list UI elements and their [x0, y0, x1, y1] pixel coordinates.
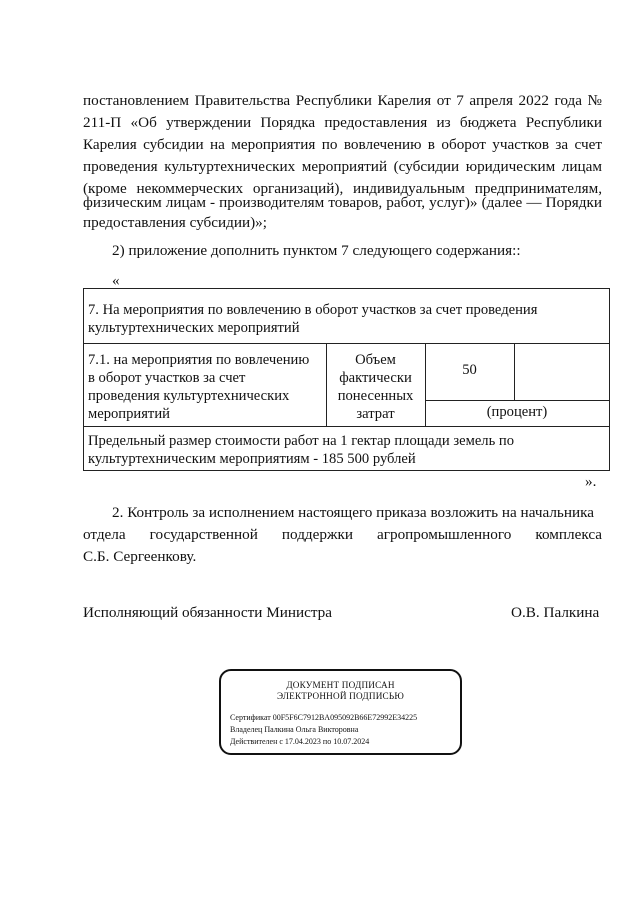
stamp-title-line-2: ЭЛЕКТРОННОЙ ПОДПИСЬЮ	[277, 691, 404, 701]
measure-line-1: Объем	[355, 352, 396, 368]
row-label-line-4: мероприятий	[88, 406, 170, 422]
table-rule	[514, 343, 515, 400]
table-header-line-2: культуртехнических мероприятий	[88, 320, 300, 336]
table-header-line-1: 7. На мероприятия по вовлечению в оборот участков за счет проведения	[88, 302, 538, 318]
row-label-line-3: проведения культуртехнических	[88, 388, 290, 404]
row-label-line-1: 7.1. на мероприятия по вовлечению	[88, 352, 310, 368]
value-cell: 50	[462, 362, 477, 378]
table-rule	[425, 400, 609, 401]
body-line-4: проведения культуртехнических мероприятий (субсидии юридическим лицам	[83, 158, 602, 175]
stamp-certificate: Сертификат 00F5F6C7912BA095092B66E72992E34225	[230, 713, 418, 722]
signatory-position: Исполняющий обязанности Министра	[83, 604, 332, 621]
table-footer-line-2: культуртехническим мероприятиям - 185 500 рублей	[88, 451, 416, 467]
electronic-signature-stamp	[219, 669, 462, 755]
stamp-title-line-1: ДОКУМЕНТ ПОДПИСАН	[286, 680, 395, 690]
measure-line-3: понесенных	[337, 388, 414, 404]
subsidy-table	[83, 288, 610, 471]
body-line-5: (кроме некоммерческих организаций), индивидуальным предпринимателям,	[83, 180, 602, 197]
table-footer-line-1: Предельный размер стоимости работ на 1 гектар площади земель по	[88, 433, 514, 449]
control-line-1: 2. Контроль за исполнением настоящего приказа возложить на начальника	[112, 504, 594, 521]
measure-line-4: затрат	[356, 406, 395, 422]
control-line-3: С.Б. Сергеенкову.	[83, 548, 197, 565]
body-line-2: 211-П «Об утверждении Порядка предоставления из бюджета Республики	[83, 114, 602, 131]
stamp-validity: Действителен с 17.04.2023 по 10.07.2024	[230, 737, 370, 746]
table-rule	[84, 426, 609, 427]
body-line-7: предоставления субсидии)»;	[83, 214, 267, 231]
table-rule	[84, 343, 609, 344]
item-2-text: 2) приложение дополнить пунктом 7 следующего содержания::	[112, 242, 521, 259]
signatory-name: О.В. Палкина	[511, 604, 600, 621]
unit-cell: (процент)	[486, 404, 548, 420]
row-label-line-2: в оборот участков за счет	[88, 370, 246, 386]
body-line-6: физическим лицам - производителям товаров, работ, услуг)» (далее — Порядки	[83, 194, 602, 211]
open-quote: «	[112, 272, 120, 289]
body-line-1: постановлением Правительства Республики Карелия от 7 апреля 2022 года №	[83, 92, 602, 109]
control-line-2: отдела государственной поддержки агропромышленного комплекса	[83, 526, 602, 543]
measure-line-2: фактически	[339, 370, 412, 386]
body-line-3: Карелия субсидии на мероприятия по вовлечению в оборот участков за счет	[83, 136, 602, 153]
close-quote: ».	[585, 473, 597, 490]
stamp-owner: Владелец Палкина Ольга Викторовна	[230, 725, 359, 734]
